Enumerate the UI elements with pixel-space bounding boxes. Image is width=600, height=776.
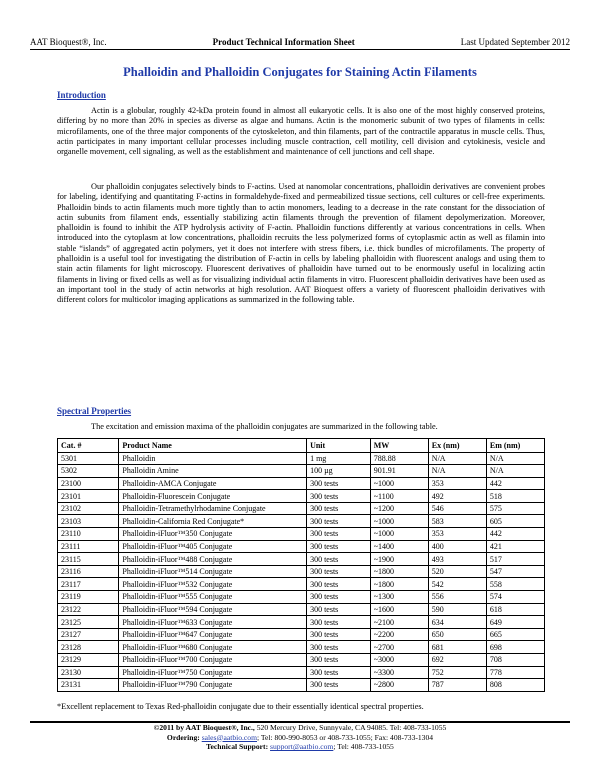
- unit-cell: 300 tests: [307, 528, 371, 541]
- mw-cell: ~3000: [370, 654, 428, 667]
- cat-number-cell: 23125: [58, 616, 119, 629]
- product-name-cell: Phalloidin-iFluor™514 Conjugate: [119, 565, 307, 578]
- table-row: [58, 477, 545, 490]
- product-name-cell: Phalloidin-iFluor™488 Conjugate: [119, 553, 307, 566]
- table-row: [58, 465, 545, 478]
- em-cell: 558: [486, 578, 544, 591]
- mw-cell: ~1000: [370, 515, 428, 528]
- table-row: [58, 565, 545, 578]
- em-cell: 421: [486, 540, 544, 553]
- mw-cell: ~2800: [370, 679, 428, 692]
- support-email-link[interactable]: support@aatbio.com: [270, 742, 334, 752]
- product-name-cell: Phalloidin: [119, 452, 307, 465]
- footer-ordering-line: [30, 733, 570, 743]
- product-name-cell: Phalloidin-iFluor™350 Conjugate: [119, 528, 307, 541]
- table-row: [58, 502, 545, 515]
- ex-cell: 692: [428, 654, 486, 667]
- product-name-cell: Phalloidin-iFluor™750 Conjugate: [119, 666, 307, 679]
- ex-cell: 353: [428, 477, 486, 490]
- ex-cell: 542: [428, 578, 486, 591]
- ex-cell: 634: [428, 616, 486, 629]
- product-name-cell: Phalloidin-iFluor™594 Conjugate: [119, 603, 307, 616]
- unit-cell: 300 tests: [307, 477, 371, 490]
- sales-email-link[interactable]: sales@aatbio.com: [201, 732, 257, 742]
- mw-cell: ~1300: [370, 591, 428, 604]
- em-cell: 778: [486, 666, 544, 679]
- unit-cell: 1 mg: [307, 452, 371, 465]
- product-name-cell: Phalloidin Amine: [119, 465, 307, 478]
- em-cell: 618: [486, 603, 544, 616]
- introduction-heading[interactable]: Introduction: [57, 90, 106, 100]
- mw-cell: ~2200: [370, 628, 428, 641]
- header-company: AAT Bioquest®, Inc.: [30, 37, 107, 47]
- unit-cell: 300 tests: [307, 603, 371, 616]
- unit-cell: 300 tests: [307, 515, 371, 528]
- ex-cell: 752: [428, 666, 486, 679]
- cat-number-cell: 23101: [58, 490, 119, 503]
- mw-cell: ~3300: [370, 666, 428, 679]
- unit-cell: 300 tests: [307, 540, 371, 553]
- cat-number-cell: 5302: [58, 465, 119, 478]
- em-cell: N/A: [486, 452, 544, 465]
- column-header-mw: MW: [370, 439, 428, 453]
- em-cell: 517: [486, 553, 544, 566]
- cat-number-cell: 23111: [58, 540, 119, 553]
- product-name-cell: Phalloidin-California Red Conjugate*: [119, 515, 307, 528]
- table-row: [58, 452, 545, 465]
- introduction-paragraph-2: Our phalloidin conjugates selectively binds to F-actins. Used at nanomolar concentrations, phalloidin derivatives are convenient probes for labeling, identifying and quantitating F-actins in formaldehyde-fixed and permeabilized tissue sections, cell cultures or cell-free experiments. Phalloidin binds to actin filaments much more tightly than to actin monomers, leading to a decrease in the rate constant for the dissociation of actin subunits from filament ends, essentially stabilizing actin filaments through the prevention of filament depolymerization. Moreover, phalloidin is found to inhibit the ATP hydrolysis activity of F-actin. Phalloidin functions differently at various concentrations in cells. When introduced into the cytoplasm at low concentrations, phalloidin recruits the less polymerized forms of cytoplasmic actin as well as filamin into stable “islands” of aggregated actin polymers, yet it does not interfere with stress fibers, i.e. thick bundles of microfilaments. The property of phalloidin is a useful tool for investigating the distribution of F-actin in cells by labeling phalloidin with fluorescent analogs and using them to stain actin filaments for light microscopy. Fluorescent derivatives of phalloidin have turned out to be enormously useful in localizing actin filaments in living or fixed cells as well as for visualizing individual actin filaments in vitro. Fluorescent phalloidin derivatives have been used as an important tool in the study of actin networks at high resolution. AAT Bioquest offers a variety of fluorescent phalloidin derivatives with different colors for multicolor imaging applications as summarized in the following table.: [57, 182, 545, 305]
- table-row: [58, 603, 545, 616]
- product-name-cell: Phalloidin-Fluorescein Conjugate: [119, 490, 307, 503]
- cat-number-cell: 23119: [58, 591, 119, 604]
- product-name-cell: Phalloidin-AMCA Conjugate: [119, 477, 307, 490]
- unit-cell: 300 tests: [307, 628, 371, 641]
- column-header-em: Em (nm): [486, 439, 544, 453]
- footer-copyright-line: [30, 723, 570, 733]
- table-row: [58, 679, 545, 692]
- cat-number-cell: 5301: [58, 452, 119, 465]
- ex-cell: 650: [428, 628, 486, 641]
- cat-number-cell: 23130: [58, 666, 119, 679]
- mw-cell: ~1000: [370, 477, 428, 490]
- unit-cell: 300 tests: [307, 591, 371, 604]
- table-row: [58, 591, 545, 604]
- mw-cell: 901.91: [370, 465, 428, 478]
- mw-cell: ~1000: [370, 528, 428, 541]
- product-name-cell: Phalloidin-iFluor™555 Conjugate: [119, 591, 307, 604]
- ex-cell: 546: [428, 502, 486, 515]
- em-cell: 605: [486, 515, 544, 528]
- cat-number-cell: 23128: [58, 641, 119, 654]
- ex-cell: 353: [428, 528, 486, 541]
- column-header-ex: Ex (nm): [428, 439, 486, 453]
- mw-cell: ~1800: [370, 565, 428, 578]
- unit-cell: 300 tests: [307, 502, 371, 515]
- mw-cell: ~1600: [370, 603, 428, 616]
- footer-ordering-label: Ordering:: [166, 732, 200, 742]
- table-row: [58, 641, 545, 654]
- table-header-row: [58, 439, 545, 453]
- em-cell: 442: [486, 528, 544, 541]
- footer-address: 520 Mercury Drive, Sunnyvale, CA 94085. Tel: 408-733-1055: [254, 723, 447, 732]
- table-row: [58, 528, 545, 541]
- table-row: [58, 578, 545, 591]
- table-row: [58, 666, 545, 679]
- ex-cell: 520: [428, 565, 486, 578]
- header-updated: Last Updated September 2012: [460, 37, 570, 47]
- cat-number-cell: 23129: [58, 654, 119, 667]
- cat-number-cell: 23131: [58, 679, 119, 692]
- em-cell: 708: [486, 654, 544, 667]
- em-cell: 574: [486, 591, 544, 604]
- cat-number-cell: 23122: [58, 603, 119, 616]
- product-name-cell: Phalloidin-iFluor™647 Conjugate: [119, 628, 307, 641]
- table-row: [58, 490, 545, 503]
- unit-cell: 300 tests: [307, 641, 371, 654]
- cat-number-cell: 23110: [58, 528, 119, 541]
- spectral-properties-heading[interactable]: Spectral Properties: [57, 406, 132, 416]
- cat-number-cell: 23127: [58, 628, 119, 641]
- table-row: [58, 628, 545, 641]
- page-footer: [30, 723, 570, 752]
- cat-number-cell: 23100: [58, 477, 119, 490]
- cat-number-cell: 23117: [58, 578, 119, 591]
- em-cell: N/A: [486, 465, 544, 478]
- em-cell: 442: [486, 477, 544, 490]
- em-cell: 649: [486, 616, 544, 629]
- em-cell: 665: [486, 628, 544, 641]
- ex-cell: N/A: [428, 465, 486, 478]
- mw-cell: 788.88: [370, 452, 428, 465]
- unit-cell: 300 tests: [307, 490, 371, 503]
- footer-support-contacts: ; Tel: 408-733-1055: [333, 742, 394, 752]
- spectral-properties-table: [57, 438, 545, 692]
- page-title: Phalloidin and Phalloidin Conjugates for Staining Actin Filaments: [123, 65, 477, 79]
- ex-cell: 590: [428, 603, 486, 616]
- mw-cell: ~1200: [370, 502, 428, 515]
- cat-number-cell: 23103: [58, 515, 119, 528]
- introduction-paragraph-1: Actin is a globular, roughly 42-kDa protein found in almost all eukaryotic cells. It is also one of the most highly conserved proteins, differing by no more than 20% in species as diverse as algae and humans. Actin is the monomeric subunit of two types of filaments in cells: microfilaments, one of the three major components of the cytoskeleton, and thin filaments, part of the contractile apparatus in muscle cells. Thus, actin participates in many important cellular processes including muscle contraction, cell motility, cell division and cytokinesis, vesicle and organelle movement, cell signaling, as well as the establishment and maintenance of cell junctions and cell shape.: [57, 106, 545, 157]
- ex-cell: N/A: [428, 452, 486, 465]
- product-name-cell: Phalloidin-iFluor™700 Conjugate: [119, 654, 307, 667]
- product-name-cell: Phalloidin-iFluor™633 Conjugate: [119, 616, 307, 629]
- column-header-cat: Cat. #: [58, 439, 119, 453]
- cat-number-cell: 23115: [58, 553, 119, 566]
- footer-copyright: ©2011 by AAT Bioquest®, Inc.,: [153, 723, 255, 732]
- table-body: [58, 452, 545, 691]
- unit-cell: 300 tests: [307, 616, 371, 629]
- table-row: [58, 540, 545, 553]
- unit-cell: 100 µg: [307, 465, 371, 478]
- unit-cell: 300 tests: [307, 565, 371, 578]
- ex-cell: 681: [428, 641, 486, 654]
- ex-cell: 787: [428, 679, 486, 692]
- unit-cell: 300 tests: [307, 666, 371, 679]
- product-name-cell: Phalloidin-Tetramethylrhodamine Conjugate: [119, 502, 307, 515]
- ex-cell: 556: [428, 591, 486, 604]
- ex-cell: 492: [428, 490, 486, 503]
- unit-cell: 300 tests: [307, 553, 371, 566]
- em-cell: 808: [486, 679, 544, 692]
- table-row: [58, 553, 545, 566]
- column-header-unit: Unit: [307, 439, 371, 453]
- mw-cell: ~1800: [370, 578, 428, 591]
- footer-ordering-contacts: ; Tel: 800-990-8053 or 408-733-1055; Fax: 408-733-1304: [257, 732, 434, 742]
- table-row: [58, 515, 545, 528]
- ex-cell: 400: [428, 540, 486, 553]
- unit-cell: 300 tests: [307, 679, 371, 692]
- ex-cell: 493: [428, 553, 486, 566]
- unit-cell: 300 tests: [307, 578, 371, 591]
- mw-cell: ~1100: [370, 490, 428, 503]
- product-name-cell: Phalloidin-iFluor™532 Conjugate: [119, 578, 307, 591]
- column-header-product-name: Product Name: [119, 439, 307, 453]
- product-name-cell: Phalloidin-iFluor™680 Conjugate: [119, 641, 307, 654]
- table-row: [58, 616, 545, 629]
- em-cell: 547: [486, 565, 544, 578]
- product-name-cell: Phalloidin-iFluor™790 Conjugate: [119, 679, 307, 692]
- em-cell: 518: [486, 490, 544, 503]
- page-header: [30, 33, 570, 47]
- em-cell: 698: [486, 641, 544, 654]
- em-cell: 575: [486, 502, 544, 515]
- mw-cell: ~2700: [370, 641, 428, 654]
- product-name-cell: Phalloidin-iFluor™405 Conjugate: [119, 540, 307, 553]
- header-sheet-type: Product Technical Information Sheet: [212, 37, 355, 47]
- header-divider: [30, 49, 570, 50]
- footer-support-label: Technical Support:: [206, 742, 269, 752]
- spectral-intro-text: The excitation and emission maxima of the phalloidin conjugates are summarized in the following table.: [91, 422, 438, 431]
- mw-cell: ~1400: [370, 540, 428, 553]
- table-row: [58, 654, 545, 667]
- mw-cell: ~1900: [370, 553, 428, 566]
- unit-cell: 300 tests: [307, 654, 371, 667]
- ex-cell: 583: [428, 515, 486, 528]
- cat-number-cell: 23102: [58, 502, 119, 515]
- mw-cell: ~2100: [370, 616, 428, 629]
- table-footnote: *Excellent replacement to Texas Red-phalloidin conjugate due to their essentially identical spectral properties.: [57, 702, 424, 711]
- cat-number-cell: 23116: [58, 565, 119, 578]
- footer-support-line: [30, 742, 570, 752]
